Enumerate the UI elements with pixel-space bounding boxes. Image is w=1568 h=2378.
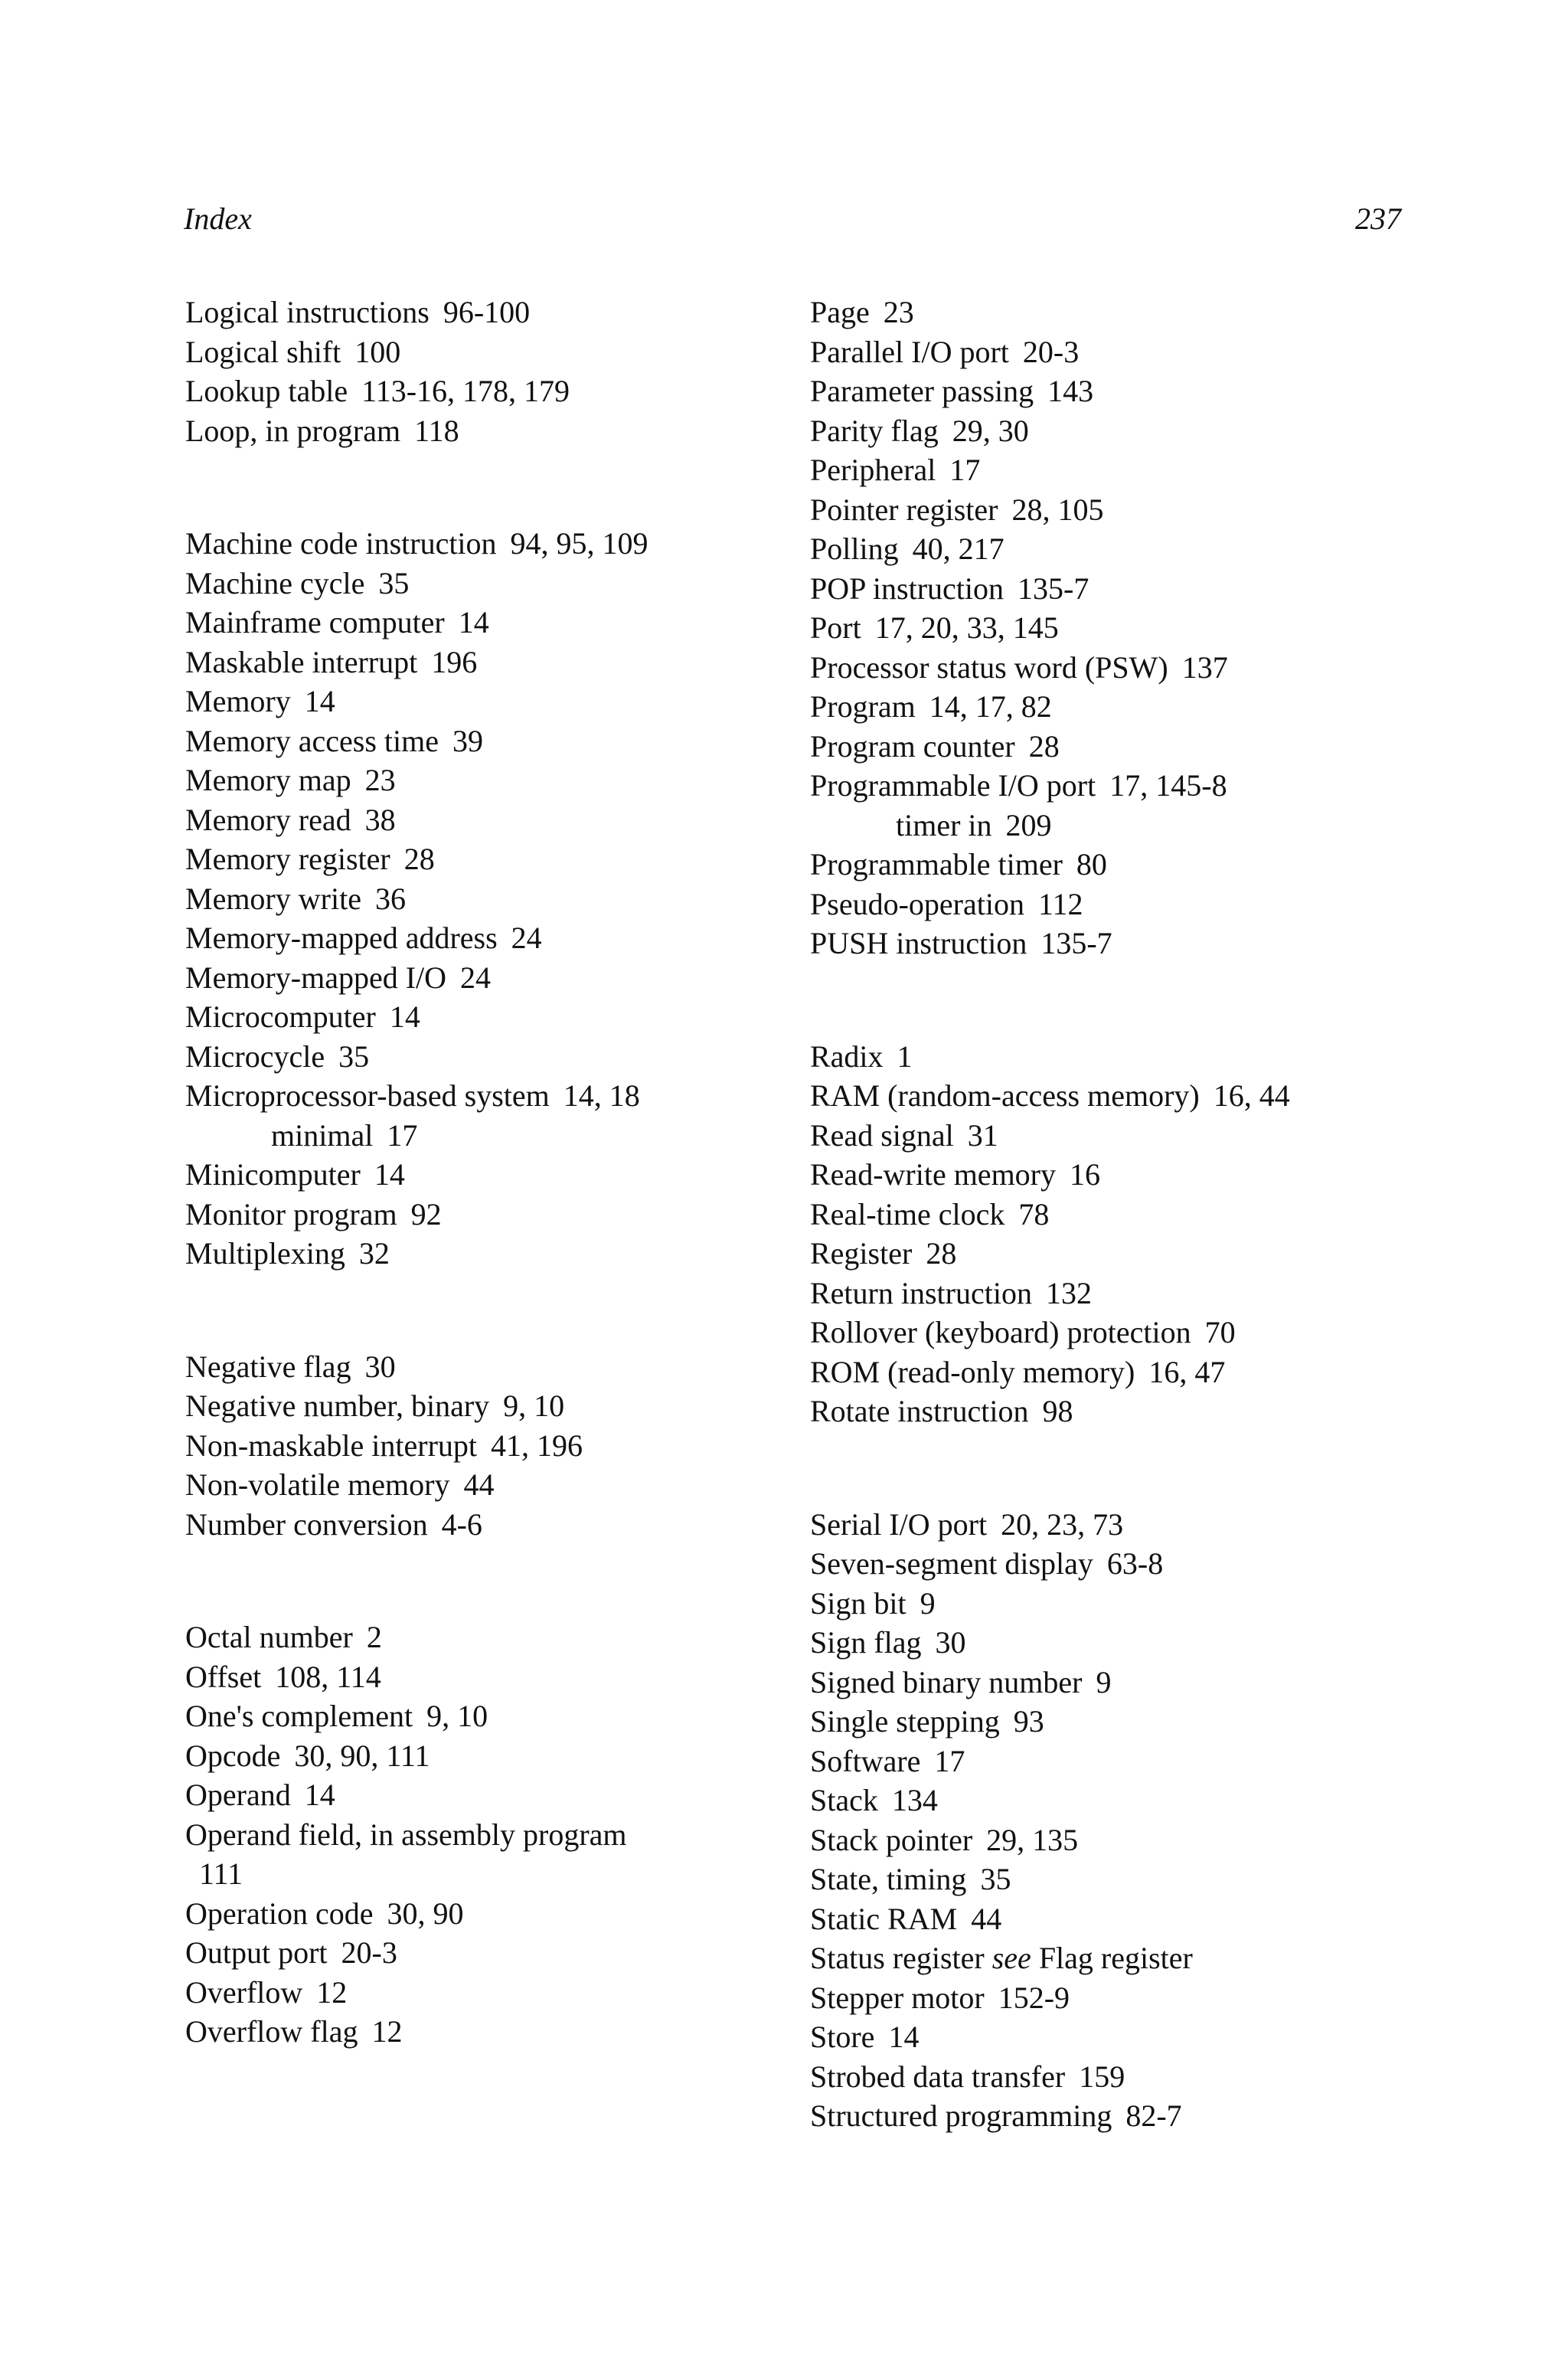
entry-pages: 30, 90, 111 (294, 1738, 430, 1773)
entry-term: POP instruction (810, 571, 1004, 606)
entry-term: Maskable interrupt (185, 644, 418, 679)
entry-term: Microprocessor-based system (185, 1078, 550, 1113)
index-entry (185, 564, 767, 603)
entry-pages: 93 (1013, 1704, 1044, 1739)
index-entry (810, 1623, 1407, 1663)
index-entry (810, 1313, 1407, 1353)
entry-pages: 20-3 (1022, 334, 1080, 369)
index-entry (185, 1347, 767, 1387)
index-entry (185, 1195, 767, 1235)
index-entry (185, 1155, 767, 1195)
entry-term: Memory-mapped I/O (185, 960, 447, 995)
entry-pages: 17 (934, 1743, 965, 1778)
entry-term: Machine cycle (185, 565, 365, 600)
entry-pages: 96-100 (443, 295, 531, 329)
entry-pages: 38 (364, 802, 396, 837)
entry-term: Number conversion (185, 1506, 428, 1542)
entry-term: Rotate instruction (810, 1394, 1029, 1428)
entry-term: Port (810, 610, 861, 645)
entry-pages: 20-3 (341, 1935, 397, 1970)
entry-pages: 16, 44 (1213, 1078, 1290, 1113)
entry-pages: 2 (366, 1620, 382, 1654)
group-gap (185, 450, 767, 524)
index-group-p (810, 293, 1407, 963)
entry-pages: 30 (935, 1625, 966, 1660)
entry-term: State, timing (810, 1862, 967, 1896)
entry-term: Seven-segment display (810, 1546, 1093, 1581)
entry-pages: 28 (1028, 728, 1060, 764)
entry-term: Lookup table (185, 374, 348, 408)
entry-term: Memory read (185, 802, 351, 837)
group-gap (810, 1431, 1407, 1505)
entry-term: Non-maskable interrupt (185, 1428, 477, 1463)
entry-pages: 159 (1079, 2059, 1125, 2094)
index-entry (810, 1155, 1407, 1195)
index-entry (810, 766, 1407, 806)
entry-term: Program (810, 689, 916, 724)
entry-term: Page (810, 295, 870, 329)
entry-pages: 17 (387, 1117, 418, 1153)
index-entry (185, 1426, 767, 1466)
index-entry (185, 682, 767, 721)
entry-pages: 143 (1047, 374, 1094, 408)
entry-pages: 41, 196 (491, 1428, 583, 1463)
entry-term: Store (810, 2020, 875, 2054)
entry-term: timer in (896, 807, 992, 842)
index-entry (185, 1386, 767, 1426)
index-entry (810, 1195, 1407, 1235)
entry-pages: 20, 23, 73 (1001, 1506, 1124, 1542)
entry-pages: 14 (389, 999, 420, 1034)
index-entry (810, 411, 1407, 451)
entry-pages: 98 (1042, 1394, 1073, 1428)
index-entry (185, 1815, 767, 1855)
entry-pages: 82-7 (1125, 2098, 1182, 2133)
index-entry (810, 1274, 1407, 1313)
entry-term: Parallel I/O port (810, 334, 1009, 369)
index-entry (810, 1781, 1407, 1820)
index-entry (185, 371, 767, 411)
entry-pages: 14, 18 (563, 1078, 640, 1113)
entry-pages: 24 (511, 921, 542, 955)
entry-term: Pointer register (810, 492, 998, 527)
entry-pages: 36 (374, 881, 406, 916)
entry-pages: 17, 145-8 (1109, 768, 1227, 803)
index-entry (810, 1820, 1407, 1860)
index-entry (810, 1584, 1407, 1624)
entry-term: 111 (199, 1856, 243, 1891)
index-entry (185, 643, 767, 682)
index-entry (185, 879, 767, 919)
entry-term: Memory register (185, 842, 390, 876)
index-entry (185, 1505, 767, 1545)
entry-pages: 39 (452, 723, 483, 758)
entry-pages: 35 (980, 1862, 1011, 1896)
index-entry (185, 761, 767, 800)
entry-term: Rollover (keyboard) protection (810, 1315, 1191, 1349)
entry-pages: 40, 217 (912, 532, 1004, 566)
index-entry (810, 1663, 1407, 1703)
index-group-o (185, 1617, 767, 2052)
index-entry (810, 648, 1407, 688)
entry-term: Sign flag (810, 1625, 922, 1660)
entry-pages: 12 (371, 2014, 403, 2049)
entry-pages: 118 (414, 413, 459, 448)
index-entry (185, 603, 767, 643)
entry-pages: 23 (883, 295, 914, 329)
index-group-n (185, 1347, 767, 1545)
index-entry (185, 839, 767, 879)
entry-term: Loop, in program (185, 413, 401, 448)
entry-pages: 132 (1045, 1275, 1092, 1310)
entry-pages: 78 (1018, 1196, 1050, 1232)
index-entry (810, 1234, 1407, 1274)
entry-term: Single stepping (810, 1704, 1000, 1739)
index-entry (810, 1702, 1407, 1742)
entry-term: Strobed data transfer (810, 2059, 1066, 2094)
entry-pages: 92 (410, 1196, 442, 1232)
entry-pages: 135-7 (1018, 571, 1089, 606)
entry-pages: 14 (458, 605, 489, 639)
entry-pages: 196 (431, 644, 478, 679)
entry-term: Static RAM (810, 1901, 958, 1936)
entry-pages: 30, 90 (387, 1896, 464, 1931)
entry-term: One's complement (185, 1699, 413, 1733)
index-entry-continuation (185, 1854, 767, 1894)
index-entry (810, 1899, 1407, 1939)
entry-term: Programmable I/O port (810, 768, 1096, 803)
entry-pages: 112 (1037, 886, 1083, 921)
index-entry (810, 1116, 1407, 1156)
entry-pages: 4-6 (441, 1506, 482, 1542)
index-entry (810, 1742, 1407, 1781)
index-entry (185, 411, 767, 451)
entry-pages: 108, 114 (275, 1659, 381, 1694)
entry-term: Software (810, 1743, 921, 1778)
group-gap (185, 1544, 767, 1617)
entry-term: Register (810, 1236, 913, 1271)
entry-pages: 24 (460, 960, 492, 995)
entry-term: Logical shift (185, 334, 341, 369)
index-entry (185, 524, 767, 564)
entry-term: Monitor program (185, 1196, 397, 1232)
entry-pages: 32 (358, 1236, 390, 1271)
index-entry (185, 1657, 767, 1697)
page-number: 237 (1355, 201, 1401, 236)
entry-term: Structured programming (810, 2098, 1112, 2133)
index-group-s (810, 1505, 1407, 2136)
entry-pages: 28 (403, 842, 435, 876)
index-entry (810, 529, 1407, 569)
entry-term: Pseudo-operation (810, 886, 1024, 921)
entry-term: Memory (185, 684, 291, 718)
entry-term: Peripheral (810, 453, 936, 487)
entry-term: PUSH instruction (810, 926, 1027, 960)
entry-pages: 31 (967, 1117, 998, 1153)
index-entry (810, 450, 1407, 490)
entry-term: ROM (read-only memory) (810, 1354, 1135, 1389)
index-entry (185, 1076, 767, 1116)
index-group-m (185, 524, 767, 1274)
entry-term: Parity flag (810, 413, 939, 448)
index-entry (810, 1860, 1407, 1899)
index-entry (810, 1505, 1407, 1545)
entry-pages: 16, 47 (1148, 1354, 1226, 1389)
index-entry (185, 1696, 767, 1736)
entry-pages: 9 (1096, 1664, 1112, 1699)
index-entry (185, 997, 767, 1037)
entry-term: Polling (810, 532, 899, 566)
entry-pages: 70 (1204, 1315, 1236, 1349)
entry-term: Radix (810, 1039, 884, 1074)
index-entry (810, 687, 1407, 727)
entry-term: Opcode (185, 1738, 281, 1773)
entry-term: Read-write memory (810, 1157, 1056, 1192)
entry-pages: 100 (354, 334, 401, 369)
entry-term: Stack pointer (810, 1822, 973, 1857)
index-entry (185, 1617, 767, 1657)
entry-term: Sign bit (810, 1585, 906, 1621)
entry-pages: 9, 10 (426, 1699, 488, 1733)
group-gap (185, 1274, 767, 1347)
group-gap (810, 963, 1407, 1037)
index-entry (185, 293, 767, 332)
entry-pages: 63-8 (1106, 1546, 1164, 1581)
index-entry (810, 293, 1407, 332)
entry-term: Real-time clock (810, 1196, 1005, 1232)
index-entry (810, 569, 1407, 609)
entry-pages: 29, 135 (986, 1822, 1079, 1857)
entry-pages: 23 (364, 763, 396, 797)
entry-term: Mainframe computer (185, 605, 445, 639)
entry-term: Return instruction (810, 1275, 1032, 1310)
index-entry (185, 800, 767, 840)
entry-term: Microcycle (185, 1039, 325, 1074)
index-entry (810, 608, 1407, 648)
entry-pages: 14 (374, 1157, 405, 1192)
index-entry (810, 332, 1407, 372)
entry-term: RAM (random-access memory) (810, 1078, 1200, 1113)
entry-term: Parameter passing (810, 374, 1034, 408)
entry-pages: 209 (1005, 807, 1052, 842)
index-entry (185, 332, 767, 372)
entry-term: Memory access time (185, 723, 439, 758)
entry-pages: 80 (1076, 847, 1107, 882)
entry-pages: 12 (316, 1974, 348, 2010)
entry-term: Minicomputer (185, 1157, 361, 1192)
index-entry-cross-reference (810, 1938, 1407, 1978)
index-entry (185, 958, 767, 998)
entry-term: Operand field, in assembly program (185, 1817, 627, 1852)
entry-pages: 44 (971, 1901, 1002, 1936)
index-entry (810, 1037, 1407, 1077)
left-column (185, 293, 767, 2052)
index-entry (810, 371, 1407, 411)
index-entry (810, 1076, 1407, 1116)
entry-pages: 28 (926, 1236, 957, 1271)
index-entry (810, 924, 1407, 963)
index-entry (810, 1392, 1407, 1431)
index-entry (810, 2096, 1407, 2136)
index-entry (185, 2012, 767, 2052)
entry-pages: 14, 17, 82 (929, 689, 1052, 724)
see-label: see (991, 1941, 1031, 1975)
index-entry (810, 727, 1407, 767)
see-target: Flag register (1038, 1941, 1193, 1975)
entry-term: Memory-mapped address (185, 921, 498, 955)
entry-term: Program counter (810, 728, 1015, 764)
entry-term: minimal (271, 1117, 374, 1153)
index-entry (810, 885, 1407, 924)
index-entry (185, 1736, 767, 1776)
entry-term: Offset (185, 1659, 262, 1694)
entry-pages: 135-7 (1040, 926, 1112, 960)
entry-term: Output port (185, 1935, 328, 1970)
entry-term: Memory write (185, 881, 361, 916)
entry-term: Overflow (185, 1974, 303, 2010)
index-entry (185, 1037, 767, 1077)
entry-pages: 113-16, 178, 179 (361, 374, 570, 408)
entry-term: Signed binary number (810, 1664, 1083, 1699)
entry-pages: 134 (891, 1783, 938, 1817)
entry-pages: 14 (304, 684, 335, 718)
entry-pages: 1 (897, 1039, 913, 1074)
entry-term: Processor status word (PSW) (810, 649, 1168, 685)
index-entry (185, 1933, 767, 1973)
index-group-l (185, 293, 767, 450)
entry-term: Serial I/O port (810, 1506, 988, 1542)
entry-term: Operand (185, 1778, 291, 1812)
index-subentry (185, 1116, 767, 1156)
index-entry (810, 490, 1407, 530)
entry-term: Overflow flag (185, 2014, 358, 2049)
index-entry (810, 845, 1407, 885)
entry-term: Operation code (185, 1896, 374, 1931)
running-head: Index (184, 201, 252, 236)
entry-pages: 14 (304, 1778, 335, 1812)
entry-pages: 35 (378, 565, 410, 600)
index-entry (185, 1234, 767, 1274)
entry-term: Non-volatile memory (185, 1467, 450, 1502)
entry-term: Negative flag (185, 1349, 351, 1384)
entry-pages: 17 (949, 453, 981, 487)
right-column (810, 293, 1407, 2136)
entry-term: Multiplexing (185, 1236, 345, 1271)
entry-pages: 14 (888, 2020, 920, 2054)
entry-pages: 137 (1181, 649, 1228, 685)
index-entry (810, 1544, 1407, 1584)
entry-term: Logical instructions (185, 295, 430, 329)
entry-pages: 17, 20, 33, 145 (874, 610, 1059, 645)
entry-term: Machine code instruction (185, 526, 497, 561)
index-entry (810, 2057, 1407, 2097)
entry-term: Programmable timer (810, 847, 1063, 882)
entry-pages: 9, 10 (503, 1389, 565, 1423)
index-entry (810, 2017, 1407, 2057)
index-entry (185, 1973, 767, 2013)
entry-pages: 30 (364, 1349, 396, 1384)
entry-pages: 152-9 (998, 1980, 1070, 2015)
index-entry (185, 721, 767, 761)
entry-pages: 9 (920, 1585, 936, 1621)
entry-term: Stepper motor (810, 1980, 985, 2015)
entry-pages: 16 (1070, 1157, 1100, 1192)
index-entry (185, 1465, 767, 1505)
entry-term: Microcomputer (185, 999, 376, 1034)
entry-term: Octal number (185, 1620, 353, 1654)
index-entry (810, 1353, 1407, 1392)
index-entry (810, 1978, 1407, 2018)
index-entry (185, 918, 767, 958)
index-subentry (810, 806, 1407, 846)
entry-pages: 44 (463, 1467, 495, 1502)
page-header (184, 201, 1401, 247)
entry-term: Stack (810, 1783, 878, 1817)
entry-pages: 94, 95, 109 (510, 526, 648, 561)
entry-term: Negative number, binary (185, 1389, 490, 1423)
index-group-r (810, 1037, 1407, 1431)
index-entry (185, 1894, 767, 1934)
index-entry (185, 1775, 767, 1815)
entry-term: Status register (810, 1941, 985, 1975)
entry-term: Read signal (810, 1117, 954, 1153)
entry-pages: 28, 105 (1011, 492, 1104, 527)
entry-pages: 29, 30 (952, 413, 1029, 448)
entry-pages: 35 (338, 1039, 370, 1074)
entry-term: Memory map (185, 763, 351, 797)
